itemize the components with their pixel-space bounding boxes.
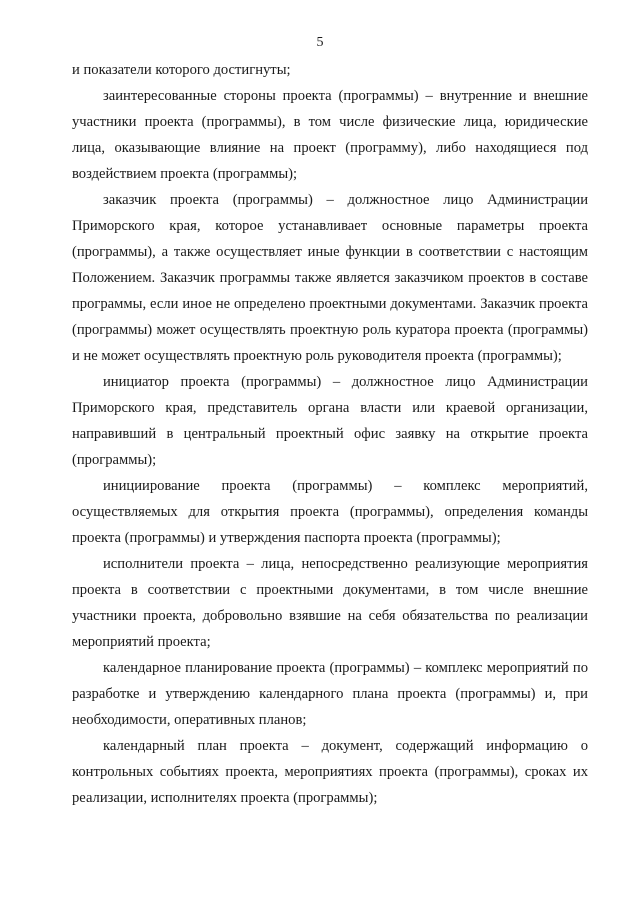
- paragraph-calendar-planning: календарное планирование проекта (программы) – комплекс мероприятий по разработке и утверждению календарного плана проекта (программы) и, при необходимости, оперативных планов;: [72, 660, 588, 728]
- page-number: 5: [316, 35, 324, 50]
- document-body: [72, 57, 588, 811]
- paragraph-initiator: инициатор проекта (программы) – должностное лицо Администрации Приморского края, представитель органа власти или краевой организации, направивший в центральный проектный офис заявку на открытие проекта (программы);: [72, 374, 588, 468]
- paragraph-continuation: и показатели которого достигнуты;: [72, 62, 291, 78]
- paragraph-customer: заказчик проекта (программы) – должностное лицо Администрации Приморского края, которое устанавливает основные параметры проекта (программы), а также осуществляет иные функции в соответствии с настоящим Положением. Заказчик программы также является заказчиком проектов в составе программы, если иное не определено проектными документами. Заказчик проекта (программы) может осуществлять проектную роль куратора проекта (программы) и не может осуществлять проектную роль руководителя проекта (программы);: [72, 192, 588, 364]
- paragraph-initiation: инициирование проекта (программы) – комплекс мероприятий, осуществляемых для открытия проекта (программы), определения команды проекта (программы) и утверждения паспорта проекта (программы);: [72, 478, 588, 546]
- paragraph-stakeholders: заинтересованные стороны проекта (программы) – внутренние и внешние участники проекта (программы), в том числе физические лица, юридические лица, оказывающие влияние на проект (программу), либо находящиеся под воздействием проекта (программы);: [72, 88, 588, 182]
- paragraph-executors: исполнители проекта – лица, непосредственно реализующие мероприятия проекта в соответствии с проектными документами, в том числе внешние участники проекта, добровольно взявшие на себя обязательства по реализации мероприятий проекта;: [72, 556, 588, 650]
- paragraph-calendar-plan: календарный план проекта – документ, содержащий информацию о контрольных событиях проекта, мероприятиях проекта (программы), сроках их реализации, исполнителях проекта (программы);: [72, 738, 588, 806]
